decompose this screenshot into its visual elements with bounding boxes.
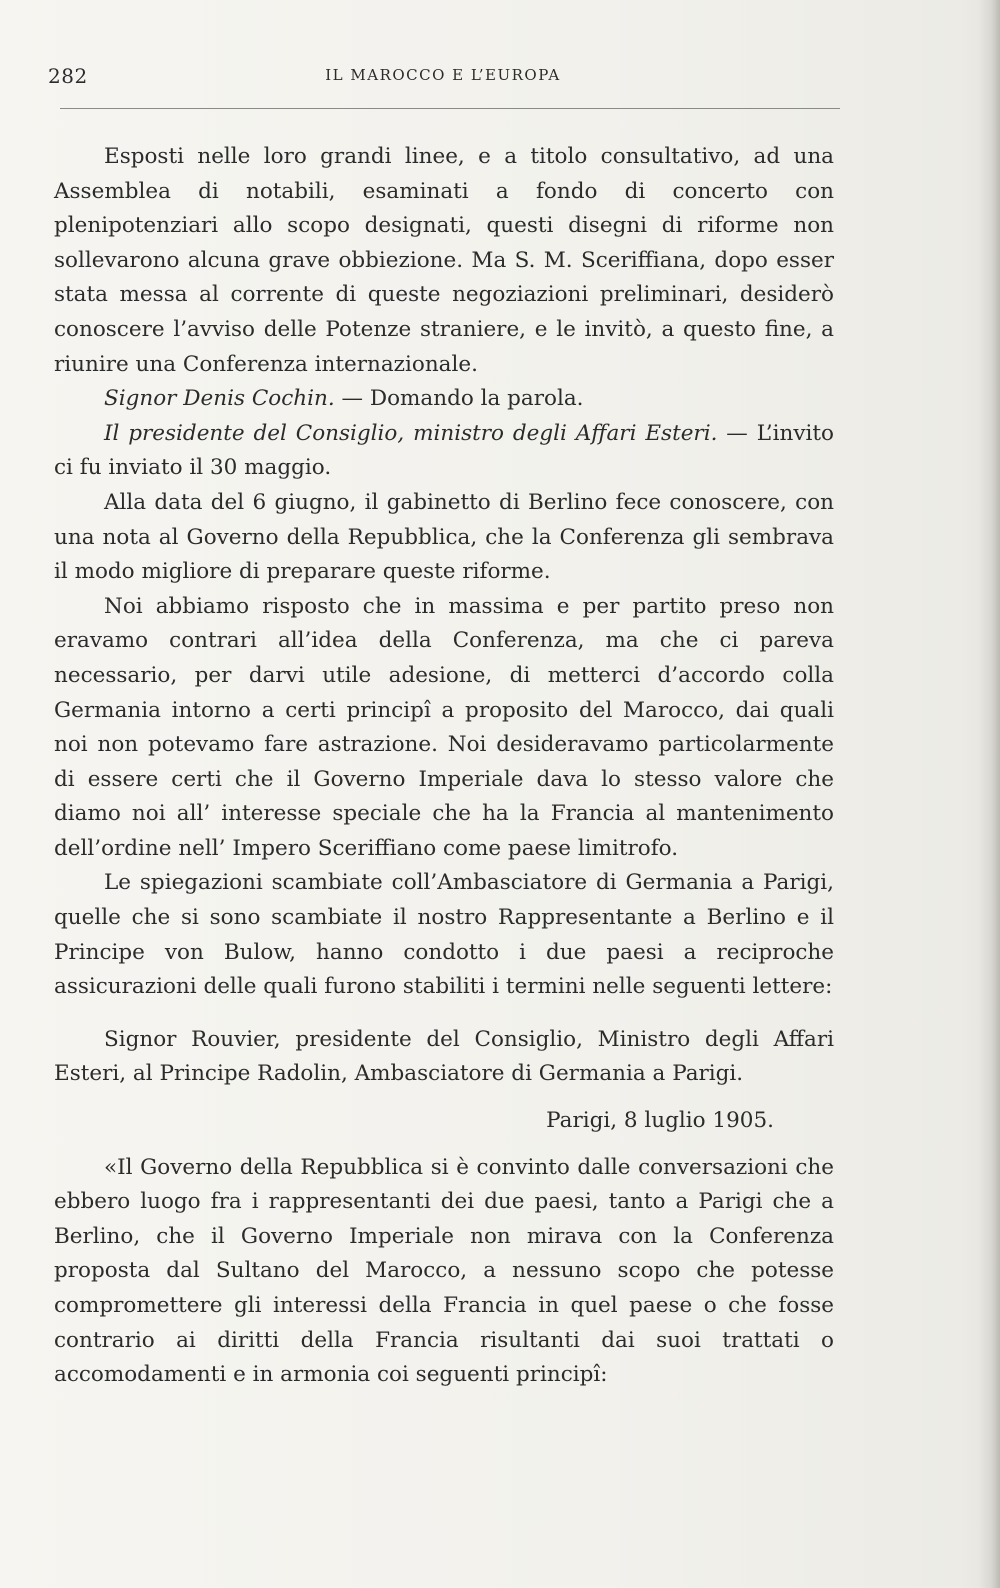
paragraph-berlino-note: Alla data del 6 giugno, il gabinetto di Berlino fece conoscere, con una nota al Governo della Repubblica, che la Conferenza gli sembrava il modo migliore di preparare queste riforme. xyxy=(54,489,834,585)
letter-dateline: Parigi, 8 luglio 1905. xyxy=(546,1108,774,1134)
page-number: 282 xyxy=(48,64,88,88)
paragraph-letter-address: Signor Rouvier, presidente del Consiglio, Ministro degli Affari Esteri, al Principe Radolin, Ambasciatore di Germania a Parigi. xyxy=(54,1026,834,1087)
paragraph-spiegazioni: Le spiegazioni scambiate coll’Ambasciatore di Germania a Parigi, quelle che si sono scambiate il nostro Rappresentante a Berlino e il Principe von Bulow, hanno condotto i due paesi a reciproche assicurazioni delle quali furono stabiliti i termini nelle seguenti lettere: xyxy=(54,870,834,1000)
running-title: IL MAROCCO E L’EUROPA xyxy=(325,66,561,84)
speaker-denis-cochin: Signor Denis Cochin. xyxy=(104,386,335,412)
speaker-presidente: Il presidente del Consiglio, ministro degli Affari Esteri. xyxy=(104,420,718,446)
speech-presidente: — L’invito ci fu inviato il 30 maggio. xyxy=(54,420,834,481)
page-body xyxy=(54,140,834,1393)
paragraph-cochin xyxy=(54,382,834,417)
paragraph-letter-body: «Il Governo della Repubblica si è convinto dalle conversazioni che ebbero luogo fra i rappresentanti dei due paesi, tanto a Parigi che a Berlino, che il Governo Imperiale non mirava con la Conferenza proposta dal Sultano del Marocco, a nessuno scopo che potesse compromettere gli interessi della Francia in quel paese o che fosse contrario ai diritti della Francia risultanti dai suoi trattati o accomodamenti e in armonia coi seguenti principî: xyxy=(54,1154,834,1388)
speech-cochin: — Domando la parola. xyxy=(334,386,584,412)
paragraph-risposta: Noi abbiamo risposto che in massima e per partito preso non eravamo contrari all’idea della Conferenza, ma che ci pareva necessario, per darvi utile adesione, di metterci d’accordo colla Germania intorno a certi principî a proposito del Marocco, dai quali noi non potevamo fare astrazione. Noi desideravamo particolarmente di essere certi che il Governo Imperiale dava lo stesso valore che diamo noi all’ interesse speciale che ha la Francia al mantenimento dell’ordine nell’ Impero Sceriffiano come paese limitrofo. xyxy=(54,593,834,861)
header-rule xyxy=(60,108,840,109)
page-header xyxy=(48,64,838,92)
paragraph-reform-plans: Esposti nelle loro grandi linee, e a titolo consultativo, ad una Assemblea di notabili, esaminati a fondo di concerto con plenipotenziari allo scopo designati, questi disegni di riforme non sollevarono alcuna grave obbiezione. Ma S. M. Sceriffiana, dopo esser stata messa al corrente di queste negoziazioni preliminari, desiderò conoscere l’avviso delle Potenze straniere, e le invitò, a questo fine, a riunire una Conferenza internazionale. xyxy=(54,144,834,377)
page-edge-shadow xyxy=(978,0,1000,1588)
paragraph-presidente xyxy=(54,417,834,486)
